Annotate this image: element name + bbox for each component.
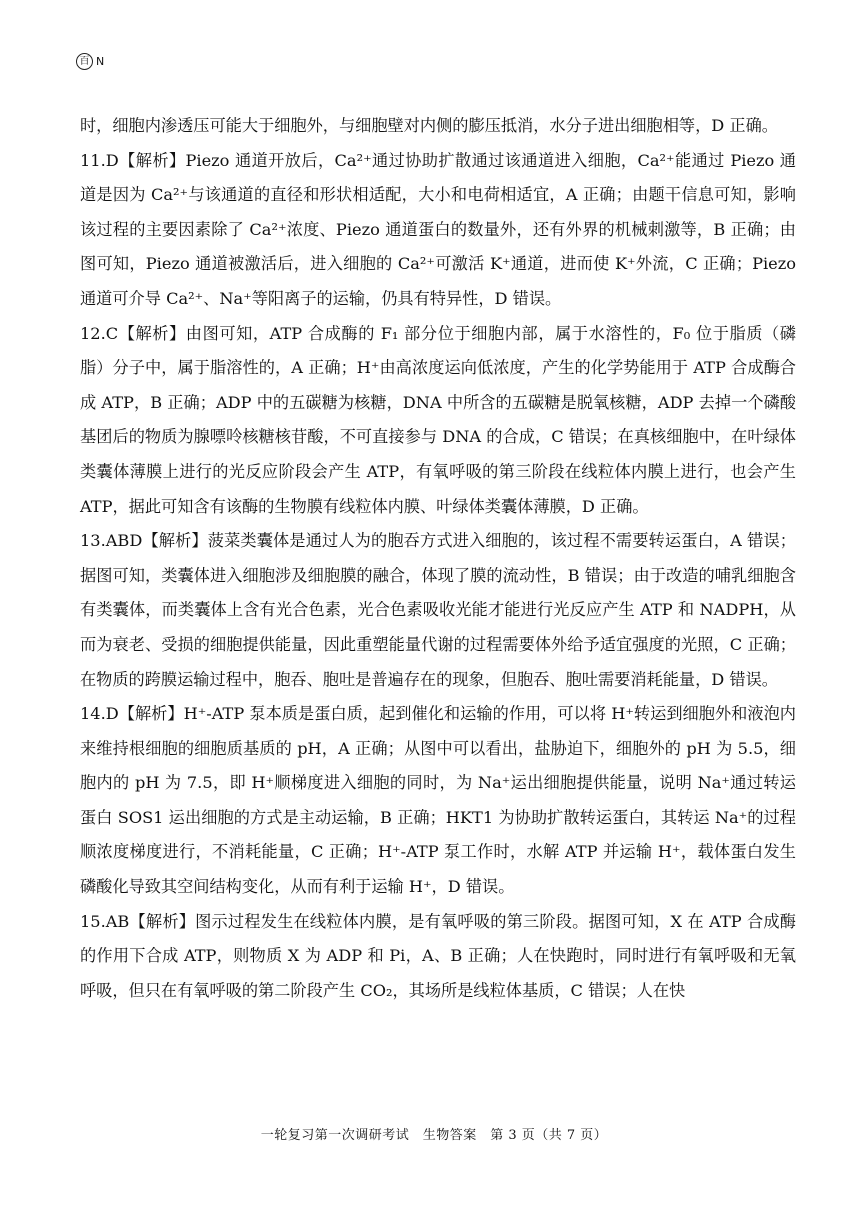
answer-paragraph-15: 15.AB【解析】图示过程发生在线粒体内膜，是有氧呼吸的第三阶段。据图可知，X 在 ATP 合成酶的作用下合成 ATP，则物质 X 为 ADP 和 Pi，A、B 正确；人在快跑时，同时进行有氧呼吸和无氧呼吸，但只在有氧呼吸的第二阶段产生 CO₂，其场所是线粒体基质，C 错误；人在快 (80, 911, 796, 1000)
answer-paragraph-14: 14.D【解析】H⁺-ATP 泵本质是蛋白质，起到催化和运输的作用，可以将 H⁺转运到细胞外和液泡内来维持根细胞的细胞质基质的 pH，A 正确；从图中可以看出，盐胁迫下，细胞外的 pH 为 5.5，细胞内的 pH 为 7.5，即 H⁺顺梯度进入细胞的同时，为 Na⁺运出细胞提供能量，说明 Na⁺通过转运蛋白 SOS1 运出细胞的方式是主动运输，B 正确；HKT1 为协助扩散转运蛋白，其转运 Na⁺的过程顺浓度梯度进行，不消耗能量，C 正确；H⁺-ATP 泵工作时，水解 ATP 并运输 H⁺，载体蛋白发生磷酸化导致其空间结构变化，从而有利于运输 H⁺，D 错误。 (80, 704, 796, 897)
page-footer: 一轮复习第一次调研考试 生物答案 第 3 页（共 7 页） (260, 1128, 608, 1143)
answer-paragraph-continuation: 时，细胞内渗透压可能大于细胞外，与细胞壁对内侧的膨压抵消，水分子进出细胞相等，D 正确。 (80, 116, 778, 135)
logo-letter: N (96, 55, 105, 68)
answer-paragraph-12: 12.C【解析】由图可知，ATP 合成酶的 F₁ 部分位于细胞内部，属于水溶性的，F₀ 位于脂质（磷脂）分子中，属于脂溶性的，A 正确；H⁺由高浓度运向低浓度，产生的化学势能用于 ATP 合成酶合成 ATP，B 正确；ADP 中的五碳糖为核糖，DNA 中所含的五碳糖是脱氧核糖，ADP 去掉一个磷酸基团后的物质为腺嘌呤核糖核苷酸，不可直接参与 DNA 的合成，C 错误；在真核细胞中，在叶绿体类囊体薄膜上进行的光反应阶段会产生 ATP，有氧呼吸的第三阶段在线粒体内膜上进行，也会产生 ATP，据此可知含有该酶的生物膜有线粒体内膜、叶绿体类囊体薄膜，D 正确。 (80, 323, 796, 516)
answer-paragraph-13: 13.ABD【解析】菠菜类囊体是通过人为的胞吞方式进入细胞的，该过程不需要转运蛋白，A 错误；据图可知，类囊体进入细胞涉及细胞膜的融合，体现了膜的流动性，B 错误；由于改造的哺乳细胞含有类囊体，而类囊体上含有光合色素，光合色素吸收光能才能进行光反应产生 ATP 和 NADPH，从而为衰老、受损的细胞提供能量，因此重塑能量代谢的过程需要体外给予适宜强度的光照，C 正确；在物质的跨膜运输过程中，胞吞、胞吐是普遍存在的现象，但胞吞、胞吐需要消耗能量，D 错误。 (80, 531, 796, 689)
brand-logo (76, 53, 104, 70)
answer-paragraph-11: 11.D【解析】Piezo 通道开放后，Ca²⁺通过协助扩散通过该通道进入细胞，Ca²⁺能通过 Piezo 通道是因为 Ca²⁺与该通道的直径和形状相适配，大小和电荷相适宜，A 正确；由题干信息可知，影响该过程的主要因素除了 Ca²⁺浓度、Piezo 通道蛋白的数量外，还有外界的机械刺激等，B 正确；由图可知，Piezo 通道被激活后，进入细胞的 Ca²⁺可激活 K⁺通道，进而使 K⁺外流，C 正确；Piezo 通道可介导 Ca²⁺、Na⁺等阳离子的运输，仍具有特异性，D 错误。 (80, 150, 796, 308)
logo-circle-icon: 百 (76, 53, 93, 70)
answer-body (80, 109, 796, 1008)
